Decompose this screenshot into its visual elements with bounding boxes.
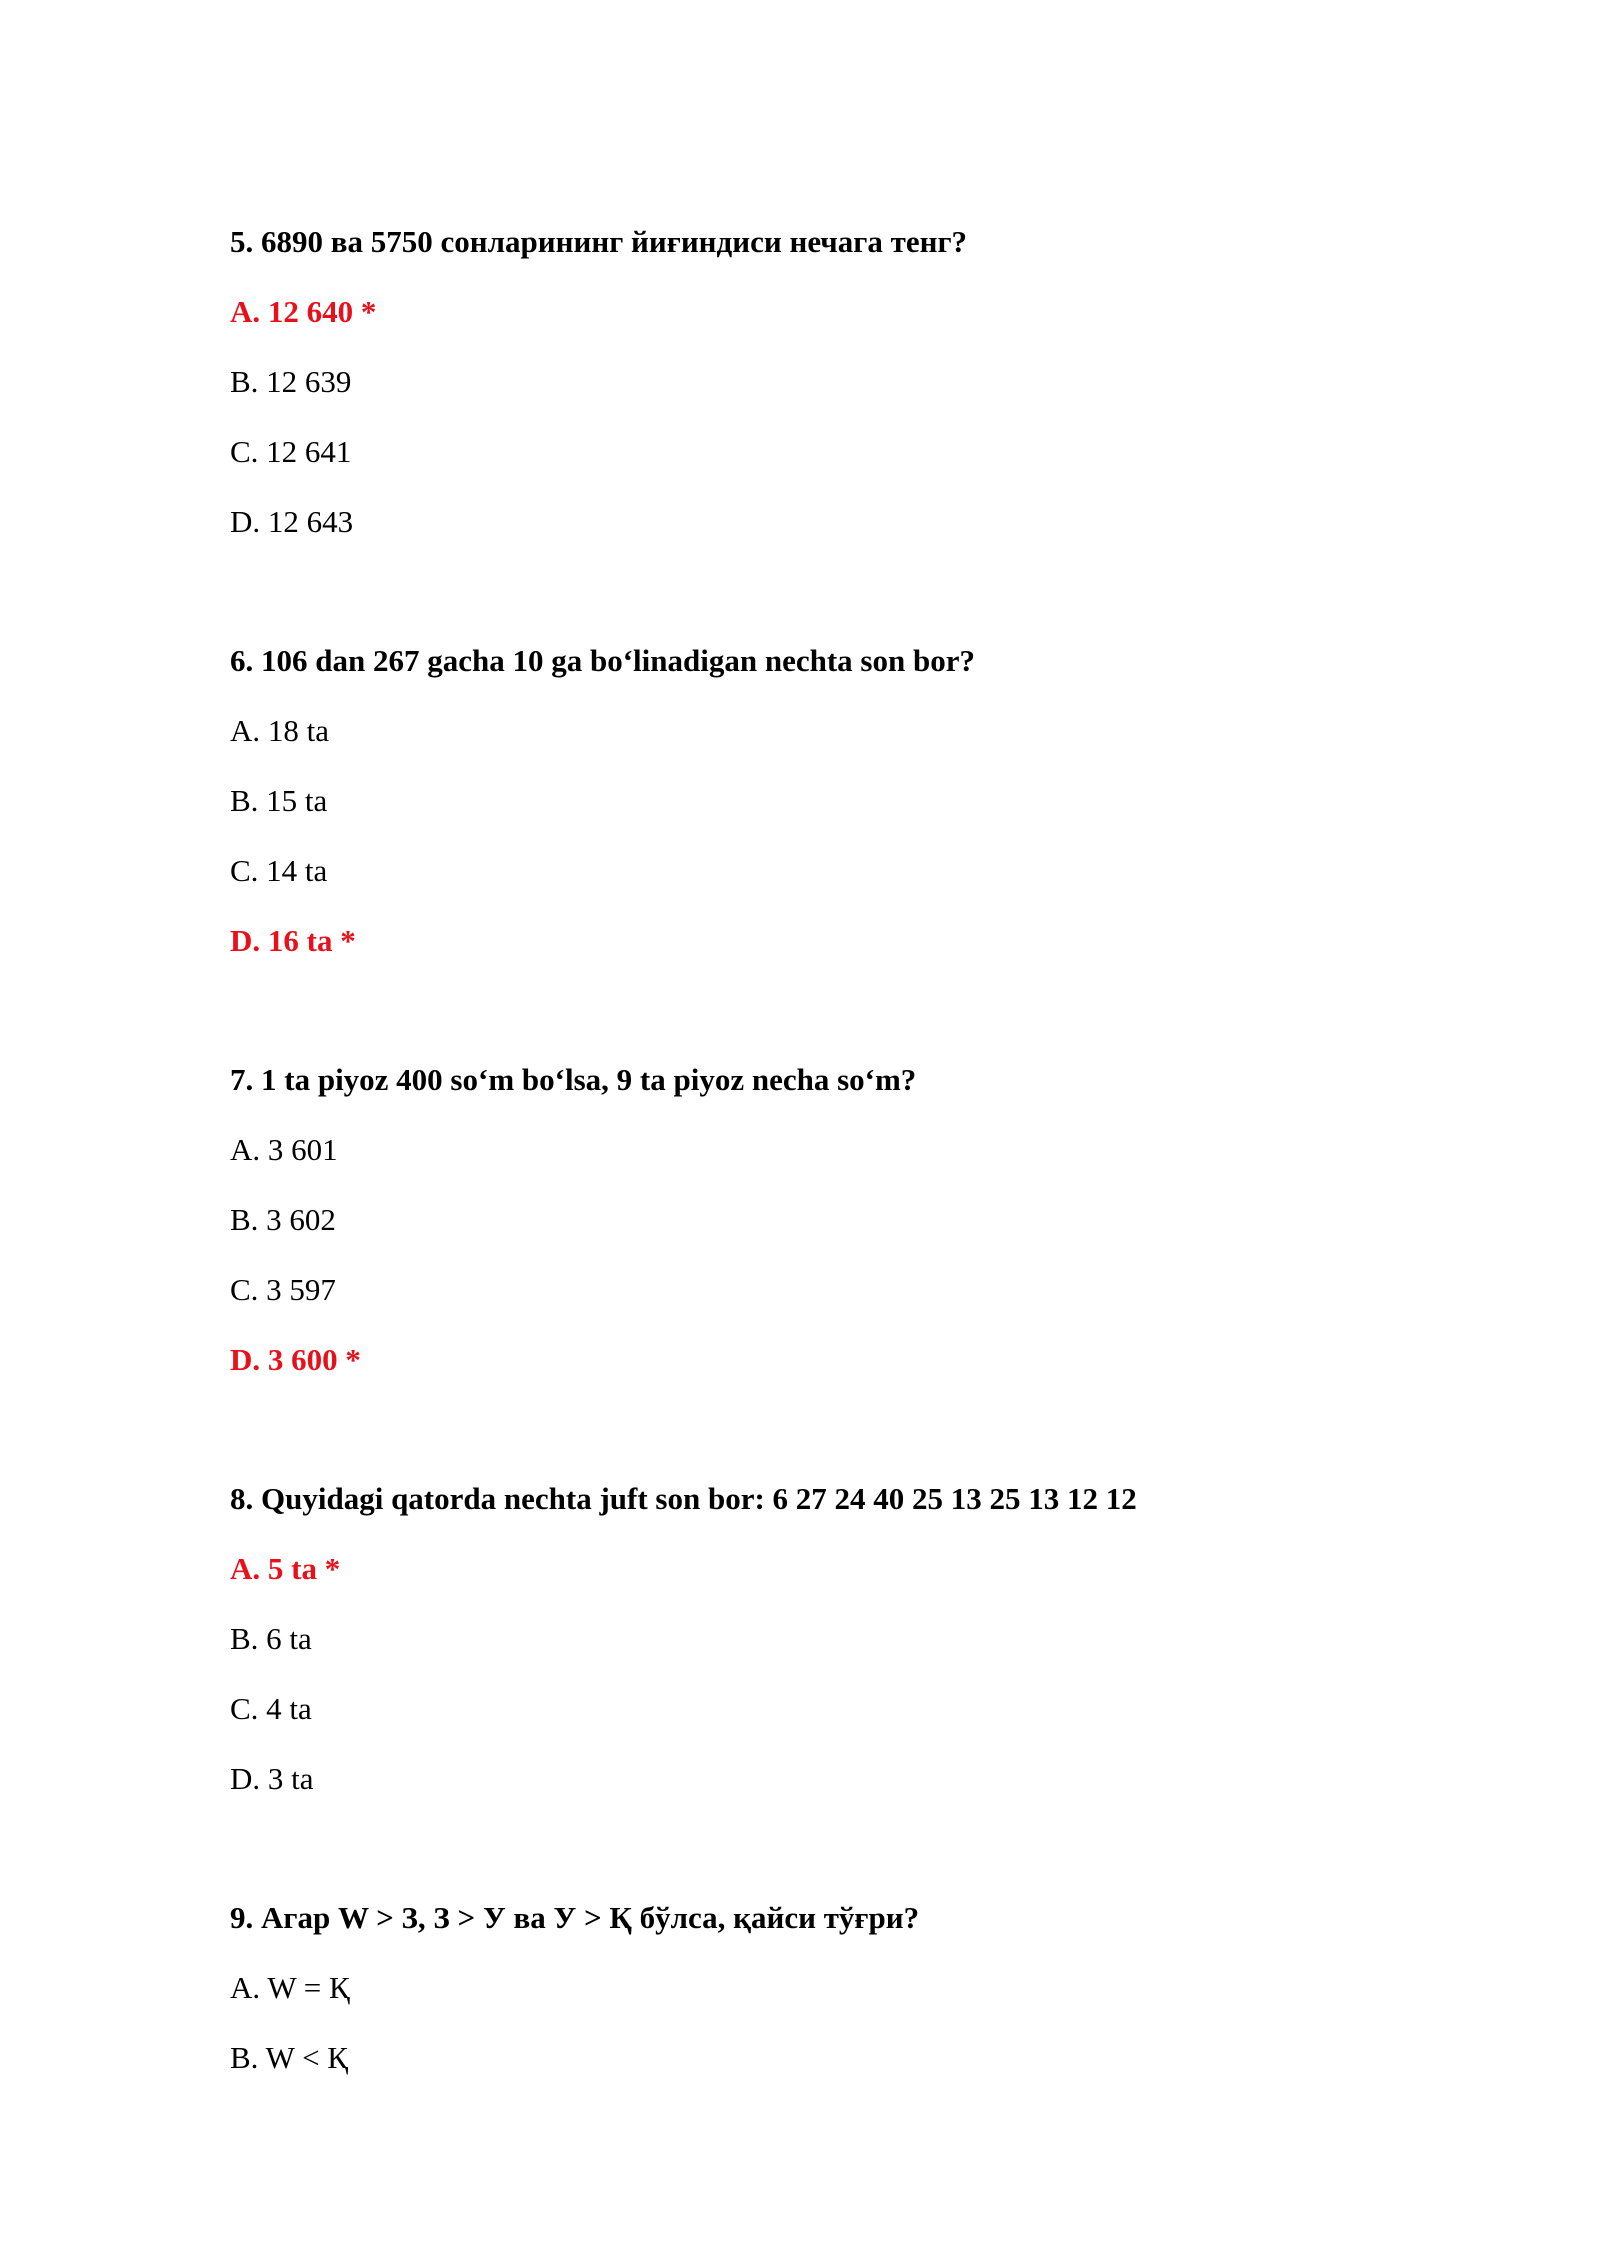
question-6-option-d: D. 16 ta * [230, 923, 356, 958]
question-9-text: 9. Агар W > З, З > У ва У > Қ бўлса, қайси тўғри? [230, 1900, 920, 1935]
quiz-page [230, 0, 1530, 2262]
question-6-option-b: B. 15 ta [230, 783, 328, 818]
question-5-option-d: D. 12 643 [230, 504, 354, 539]
question-5-option-c: C. 12 641 [230, 434, 352, 469]
question-7-text: 7. 1 ta piyoz 400 so‘m bo‘lsa, 9 ta piyoz necha so‘m? [230, 1062, 917, 1097]
question-9-option-a: A. W = Қ [230, 1970, 350, 2005]
question-8-option-c: C. 4 ta [230, 1691, 312, 1726]
question-5-option-b: B. 12 639 [230, 364, 352, 399]
question-8-text: 8. Quyidagi qatorda nechta juft son bor: 6 27 24 40 25 13 25 13 12 12 [230, 1481, 1137, 1516]
question-7-option-d: D. 3 600 * [230, 1342, 361, 1377]
question-6-text: 6. 106 dan 267 gacha 10 ga bo‘linadigan nechta son bor? [230, 643, 975, 678]
question-5-option-a: A. 12 640 * [230, 294, 377, 329]
question-8-option-b: B. 6 ta [230, 1621, 312, 1656]
question-7-option-a: A. 3 601 [230, 1132, 338, 1167]
question-8-option-d: D. 3 ta [230, 1761, 314, 1796]
question-7-option-c: C. 3 597 [230, 1272, 336, 1307]
question-5-text: 5. 6890 ва 5750 сонларининг йиғиндиси нечага тенг? [230, 224, 968, 259]
question-8-option-a: A. 5 ta * [230, 1551, 341, 1586]
question-7-option-b: B. 3 602 [230, 1202, 336, 1237]
question-9-option-b: B. W < Қ [230, 2040, 348, 2075]
question-6-option-c: C. 14 ta [230, 853, 328, 888]
question-6-option-a: A. 18 ta [230, 713, 330, 748]
